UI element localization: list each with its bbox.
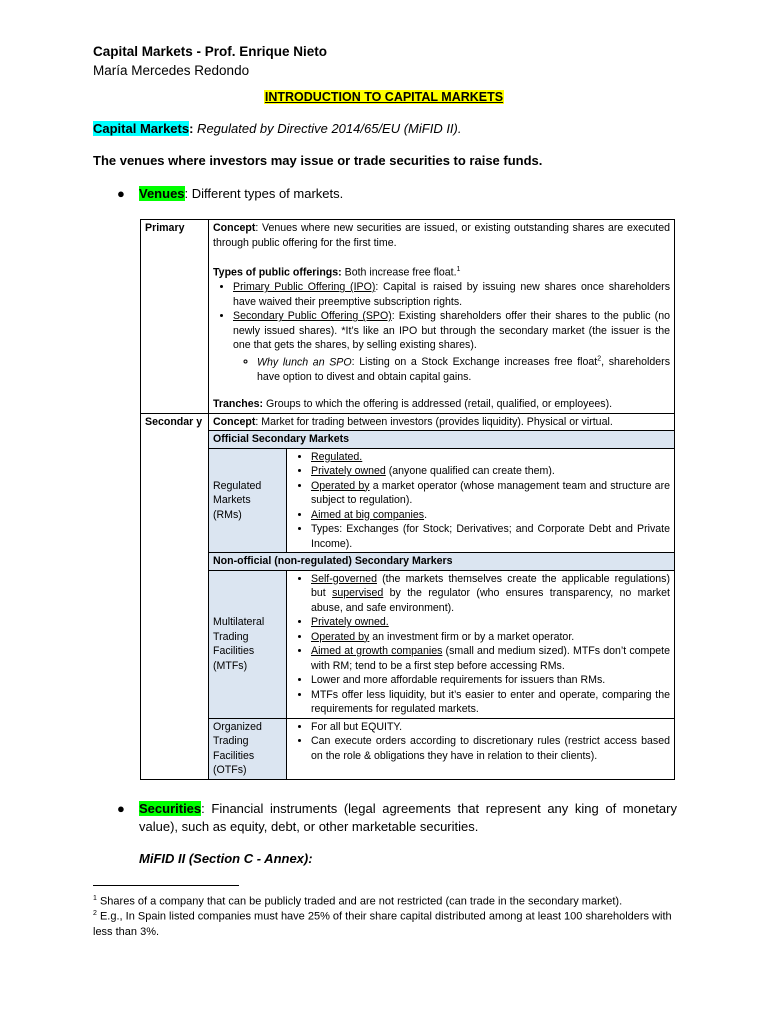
mtf-requirements: Lower and more affordable requirements for issuers than RMs. xyxy=(311,674,606,687)
venues-bullet xyxy=(117,186,343,201)
rm-label: Regulated Markets (RMs) xyxy=(209,448,287,553)
list-item xyxy=(311,688,670,717)
mtf-aimed-text: (small and medium sized). MTFs don’t compete with RM; tend to be a first step before accessing RMs. xyxy=(311,645,670,672)
mtf-owned: Privately owned. xyxy=(311,616,389,629)
footnote-2 xyxy=(93,906,693,940)
rm-aimed-text: . xyxy=(424,508,428,521)
student-name: María Mercedes Redondo xyxy=(93,63,250,78)
venues-term: Venues xyxy=(139,186,185,201)
types-label: Types of public offerings: xyxy=(213,266,342,279)
venues-text: : Different types of markets. xyxy=(184,186,344,201)
footnote-ref-2: 2 xyxy=(597,355,602,363)
otf-equity: For all but EQUITY. xyxy=(311,720,403,733)
list-item xyxy=(311,644,670,673)
spo-item xyxy=(233,309,670,353)
list-item xyxy=(311,630,670,645)
why-spo-list xyxy=(213,353,670,385)
secondary-concept xyxy=(209,413,675,431)
list-item xyxy=(311,734,670,763)
secondary-label: Secondar y xyxy=(141,413,209,779)
nonofficial-markets-header: Non-official (non-regulated) Secondary Markers xyxy=(209,553,675,571)
title-wrap xyxy=(0,88,768,106)
securities-term: Securities xyxy=(139,801,202,816)
ipo-title: Primary Public Offering (IPO) xyxy=(233,281,376,294)
list-item xyxy=(311,464,670,479)
primary-cell xyxy=(209,220,675,414)
tranches xyxy=(213,397,670,412)
rm-aimed: Aimed at big companies xyxy=(311,508,425,521)
capital-markets-term: Capital Markets xyxy=(93,121,190,136)
document-header xyxy=(93,42,327,80)
ipo-item xyxy=(233,280,670,309)
why-spo-item xyxy=(257,353,670,385)
securities-bullet xyxy=(117,800,677,836)
list-item xyxy=(311,572,670,616)
footnote-separator xyxy=(93,885,239,886)
list-item xyxy=(311,615,670,630)
mtf-aimed: Aimed at growth companies xyxy=(311,645,443,658)
primary-concept xyxy=(213,221,670,250)
intro-paragraph xyxy=(93,121,462,136)
mtf-list xyxy=(291,572,670,717)
rm-operated-text: a market operator (whose management team and structure are subject to regulation). xyxy=(311,479,670,507)
list-item xyxy=(311,522,670,551)
official-markets-header: Official Secondary Markets xyxy=(209,431,675,449)
mtf-text-a: (the markets themselves create the applicable regulations) but xyxy=(311,572,670,600)
footnote-text-1: Shares of a company that can be publicly traded and are not restricted (can trade in the secondary market). xyxy=(96,895,623,908)
otf-list xyxy=(291,720,670,764)
list-item xyxy=(311,673,670,688)
mtf-liquidity: MTFs offer less liquidity, but it’s easier to enter and operate, comparing the requirements for regulated markets. xyxy=(311,688,670,716)
primary-label: Primary xyxy=(141,220,209,414)
rm-cell xyxy=(287,448,675,553)
intro-colon: : xyxy=(189,121,194,136)
course-title: Capital Markets - Prof. Enrique Nieto xyxy=(93,44,328,59)
spo-text: : Existing shareholders offer their shares to the public (no newly issued shares). *It’s like an IPO but through the secondary market (the issuer is the one that gets the shares, by selling existing shares). xyxy=(233,310,670,352)
mtf-label: Multilateral Trading Facilities (MTFs) xyxy=(209,570,287,718)
bullet-dot: ● xyxy=(117,186,125,201)
otf-label: Organized Trading Facilities (OTFs) xyxy=(209,718,287,779)
concept-text: : Market for trading between investors (provides liquidity). Physical or virtual. xyxy=(255,415,613,428)
footnote-text-2: E.g., In Spain listed companies must have 25% of their share capital distributed among at least 100 shareholders with less than 3%. xyxy=(93,910,672,938)
why-spo-text: : Listing on a Stock Exchange increases free float xyxy=(351,356,598,369)
rm-operated: Operated by xyxy=(311,479,370,492)
tranches-label: Tranches: xyxy=(213,398,264,411)
why-spo-title: Why lunch an SPO xyxy=(257,356,352,369)
ipo-text: : Capital is raised by issuing new shares once shareholders have waived their preemptive subscription rights. xyxy=(233,281,670,308)
types-of-offerings xyxy=(213,263,670,280)
mtf-self-governed: Self-governed xyxy=(311,572,377,585)
page-title: INTRODUCTION TO CAPITAL MARKETS xyxy=(264,90,504,104)
footnote-ref-1: 1 xyxy=(456,266,461,273)
rm-list xyxy=(291,450,670,552)
why-spo-text-2: , shareholders have option to divest and obtain capital gains. xyxy=(257,356,670,383)
types-text: Both increase free float. xyxy=(341,266,457,279)
mtf-cell xyxy=(287,570,675,718)
mtf-operated: Operated by xyxy=(311,630,370,643)
concept-label: Concept xyxy=(213,222,256,234)
spo-title: Secondary Public Offering (SPO) xyxy=(233,310,392,323)
rm-owned: Privately owned xyxy=(311,465,386,478)
list-item xyxy=(311,720,670,735)
rm-owned-text: (anyone qualified can create them). xyxy=(385,465,555,478)
list-item xyxy=(311,450,670,465)
securities-text-block xyxy=(117,800,677,836)
bullet-dot: ● xyxy=(117,801,125,816)
footnote-mark-2: 2 xyxy=(93,910,97,917)
mtf-supervised: supervised xyxy=(332,587,384,600)
securities-text: : Financial instruments (legal agreements that represent any king of monetary value), such as equity, debt, or other marketable securities. xyxy=(139,801,677,834)
markets-table xyxy=(140,219,675,780)
tranches-text: Groups to which the offering is addressed (retail, qualified, or employees). xyxy=(263,398,613,411)
otf-cell xyxy=(287,718,675,779)
offerings-list xyxy=(213,280,670,353)
footnote-mark-1: 1 xyxy=(93,895,97,902)
venues-sentence: The venues where investors may issue or trade securities to raise funds. xyxy=(93,153,543,168)
list-item xyxy=(311,508,670,523)
mtf-text-b: by the regulator (who ensures transparency, no market abuse, and safe environment). xyxy=(311,587,670,614)
otf-discretionary: Can execute orders according to discretionary rules (restrict access based on the role & obligations they have in relation to their clients). xyxy=(311,735,670,762)
intro-text: Regulated by Directive 2014/65/EU (MiFID II). xyxy=(193,121,462,136)
mtf-operated-text: an investment firm or by a market operator. xyxy=(369,630,575,643)
concept-text: : Venues where new securities are issued, or existing outstanding shares are executed through public offering for the first time. xyxy=(213,222,670,249)
mifid-heading: MiFID II (Section C - Annex): xyxy=(139,851,313,866)
list-item xyxy=(311,479,670,508)
rm-regulated: Regulated. xyxy=(311,450,363,463)
rm-types: Types: Exchanges (for Stock; Derivatives; and Corporate Debt and Private Income). xyxy=(311,523,670,550)
concept-label: Concept xyxy=(213,415,256,428)
